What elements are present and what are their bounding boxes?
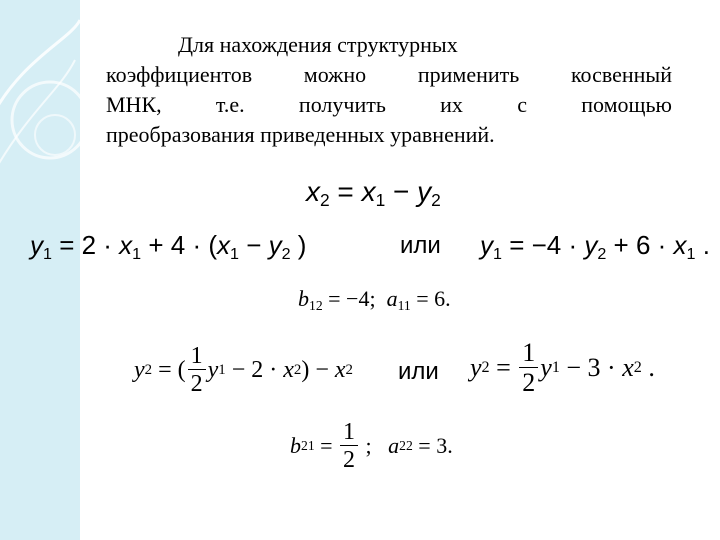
coefficients-row-2 — [290, 420, 453, 472]
equation-x2 — [306, 178, 441, 210]
subscript: 1 — [230, 244, 239, 263]
word: с — [517, 92, 527, 117]
var: x — [217, 230, 230, 260]
operator: + 6 · — [606, 230, 674, 260]
operator: − 2 · — [225, 357, 284, 383]
value: = 6. — [410, 286, 451, 311]
var: x — [622, 353, 634, 382]
value: = −4; — [322, 286, 376, 311]
subscript: 2 — [345, 361, 353, 378]
swirl-decoration-icon — [0, 0, 80, 540]
word: т.е. — [215, 92, 245, 117]
value: = 3. — [412, 433, 453, 458]
subscript: 1 — [686, 244, 696, 263]
numerator: 1 — [340, 420, 358, 446]
var: y — [540, 353, 552, 382]
numerator: 1 — [519, 340, 538, 368]
subscript: 2 — [431, 190, 441, 211]
decorative-sidebar — [0, 0, 80, 540]
var: y — [134, 357, 145, 383]
operator: ) − — [301, 357, 335, 383]
intro-paragraph — [106, 30, 672, 150]
numerator: 1 — [188, 344, 206, 370]
fraction-one-half — [340, 420, 358, 472]
var: y — [207, 357, 219, 383]
subscript: 2 — [320, 190, 330, 211]
subscript: 1 — [375, 190, 386, 211]
denominator: 2 — [522, 368, 536, 397]
var: x — [119, 230, 133, 260]
denominator: 2 — [343, 447, 356, 473]
subscript: 1 — [132, 244, 142, 263]
paragraph-line-3 — [106, 90, 672, 120]
fraction-one-half — [519, 340, 538, 396]
subscript: 2 — [633, 358, 642, 376]
paragraph-line-2 — [106, 60, 672, 90]
operator: = — [489, 353, 518, 382]
operator: . — [641, 353, 655, 382]
word: можно — [303, 62, 367, 87]
var: x — [283, 357, 294, 383]
word: помощью — [581, 92, 672, 117]
word: косвенный — [570, 62, 672, 87]
subscript: 12 — [309, 298, 323, 314]
subscript: 1 — [218, 361, 226, 378]
operator: = 2 · — [51, 230, 120, 260]
operator: − — [238, 230, 269, 260]
word: получить — [298, 92, 386, 117]
equation-y2-left — [134, 344, 353, 396]
subscript: 1 — [551, 358, 560, 376]
var: y — [470, 353, 482, 382]
word: коэффициентов — [106, 62, 253, 87]
paragraph-line-1: Для нахождения структурных — [178, 32, 458, 57]
operator: = −4 · — [501, 230, 585, 260]
operator: ) — [290, 230, 307, 260]
word: их — [440, 92, 463, 117]
coefficients-row-1 — [298, 288, 451, 313]
separator: ; — [360, 433, 372, 458]
subscript: 22 — [399, 438, 413, 454]
operator: − 3 · — [559, 353, 623, 382]
operator: = — [314, 433, 339, 458]
operator: − — [385, 176, 418, 207]
var: y — [417, 176, 432, 207]
var: y — [268, 230, 282, 260]
fraction-one-half — [188, 344, 206, 396]
subscript: 1 — [43, 244, 52, 263]
subscript: 11 — [397, 298, 411, 314]
var: x — [361, 176, 376, 207]
var: a — [388, 433, 400, 458]
denominator: 2 — [190, 371, 203, 397]
var: x — [334, 357, 346, 383]
word: применить — [417, 62, 520, 87]
paragraph-line-4: преобразования приведенных уравнений. — [106, 122, 495, 147]
var: y — [584, 230, 598, 260]
or-word-2: или — [398, 358, 439, 385]
operator: = ( — [152, 357, 186, 383]
subscript: 21 — [301, 438, 315, 454]
subscript: 2 — [281, 244, 291, 263]
or-word: или — [400, 232, 441, 259]
subscript: 2 — [293, 361, 302, 378]
equation-y2-right — [470, 340, 655, 396]
operator: = — [329, 176, 362, 207]
var: a — [386, 286, 398, 311]
var: y — [30, 230, 43, 260]
operator: . — [695, 230, 710, 260]
subscript: 1 — [493, 244, 502, 263]
var: b — [290, 433, 301, 458]
subscript: 2 — [597, 244, 607, 263]
equation-y1-right — [480, 232, 710, 262]
equation-y1-left — [30, 232, 306, 262]
operator: + 4 · ( — [141, 230, 217, 260]
var: x — [673, 230, 687, 260]
var: b — [298, 286, 309, 311]
word: МНК, — [106, 92, 162, 117]
var: x — [306, 176, 320, 207]
subscript: 2 — [481, 358, 490, 376]
var: y — [480, 230, 493, 260]
subscript: 2 — [144, 361, 153, 378]
